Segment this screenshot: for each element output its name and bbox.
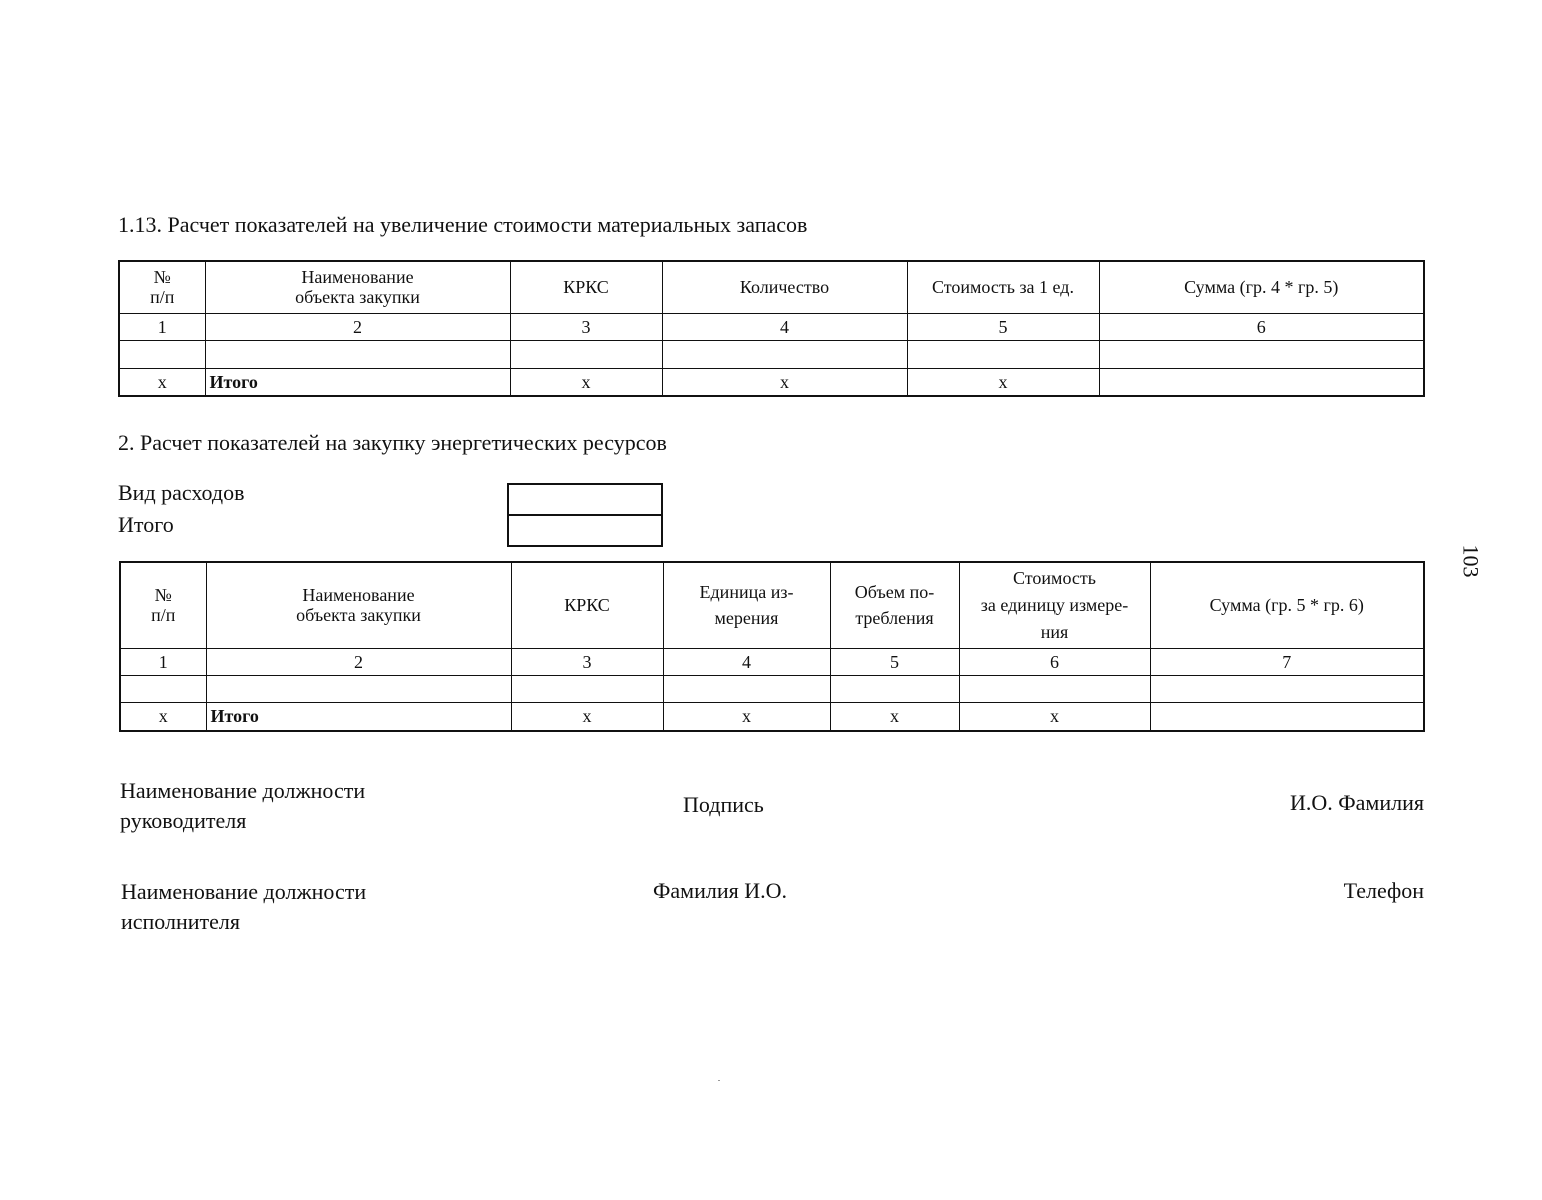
empty-cell <box>120 675 206 702</box>
total-cell: х <box>510 368 662 396</box>
total-cell: х <box>907 368 1099 396</box>
total-label: Итого <box>205 368 510 396</box>
expense-type-field[interactable] <box>507 483 663 516</box>
header-sum: Сумма (гр. 5 * гр. 6) <box>1150 562 1424 648</box>
table-energy-resources <box>119 561 1425 732</box>
column-number: 2 <box>205 313 510 340</box>
header-number: № п/п <box>119 261 205 313</box>
empty-cell <box>510 340 662 368</box>
section1-title: 1.13. Расчет показателей на увеличение стоимости материальных запасов <box>118 212 808 237</box>
empty-cell <box>511 675 663 702</box>
total-cell: х <box>120 702 206 731</box>
header-unit: Единица из- мерения <box>663 562 830 648</box>
total-row <box>120 702 1424 731</box>
header-quantity: Количество <box>662 261 907 313</box>
header-consumption: Объем по- требления <box>830 562 959 648</box>
total-field[interactable] <box>507 514 663 547</box>
column-number: 7 <box>1150 648 1424 675</box>
phone-label: Телефон <box>1343 878 1424 903</box>
empty-cell <box>1099 340 1424 368</box>
column-number: 6 <box>1099 313 1424 340</box>
header-object-name: Наименование объекта закупки <box>206 562 511 648</box>
total-cell: х <box>511 702 663 731</box>
total-cell: х <box>959 702 1150 731</box>
total-sum-cell <box>1150 702 1424 731</box>
scan-speck <box>718 1080 720 1081</box>
header-unit-cost: Стоимость за 1 ед. <box>907 261 1099 313</box>
signature-label: Подпись <box>683 792 764 817</box>
column-number: 1 <box>120 648 206 675</box>
column-number: 6 <box>959 648 1150 675</box>
executor-name-label: Фамилия И.О. <box>653 878 787 903</box>
header-number: № п/п <box>120 562 206 648</box>
column-number: 5 <box>830 648 959 675</box>
section2-title: 2. Расчет показателей на закупку энергетических ресурсов <box>118 430 667 455</box>
total-cell: х <box>662 368 907 396</box>
manager-name-label: И.О. Фамилия <box>1290 790 1424 815</box>
total-cell: х <box>830 702 959 731</box>
empty-cell <box>959 675 1150 702</box>
total-cell: х <box>119 368 205 396</box>
empty-cell <box>119 340 205 368</box>
column-number: 3 <box>511 648 663 675</box>
executor-position-label: Наименование должности исполнителя <box>121 879 367 934</box>
header-krks: КРКС <box>510 261 662 313</box>
header-sum: Сумма (гр. 4 * гр. 5) <box>1099 261 1424 313</box>
total-row <box>119 368 1424 396</box>
expense-type-label: Вид расходов <box>118 480 245 505</box>
total-label: Итого <box>206 702 511 731</box>
header-unit-cost: Стоимость за единицу измере- ния <box>959 562 1150 648</box>
column-number-row <box>120 648 1424 675</box>
column-number: 3 <box>510 313 662 340</box>
header-object-name: Наименование объекта закупки <box>205 261 510 313</box>
empty-cell <box>907 340 1099 368</box>
empty-cell <box>662 340 907 368</box>
empty-cell <box>206 675 511 702</box>
column-number: 2 <box>206 648 511 675</box>
empty-cell <box>1150 675 1424 702</box>
empty-cell <box>663 675 830 702</box>
manager-position-label: Наименование должности руководителя <box>120 778 366 833</box>
table-header-row <box>119 261 1424 313</box>
total-label: Итого <box>118 512 174 537</box>
empty-data-row <box>119 340 1424 368</box>
table-header-row <box>120 562 1424 648</box>
column-number: 4 <box>663 648 830 675</box>
column-number-row <box>119 313 1424 340</box>
total-sum-cell <box>1099 368 1424 396</box>
column-number: 1 <box>119 313 205 340</box>
header-krks: КРКС <box>511 562 663 648</box>
table-material-stocks <box>118 260 1425 397</box>
empty-cell <box>205 340 510 368</box>
total-cell: х <box>663 702 830 731</box>
column-number: 4 <box>662 313 907 340</box>
page-number: 103 <box>1458 544 1484 578</box>
empty-data-row <box>120 675 1424 702</box>
empty-cell <box>830 675 959 702</box>
column-number: 5 <box>907 313 1099 340</box>
